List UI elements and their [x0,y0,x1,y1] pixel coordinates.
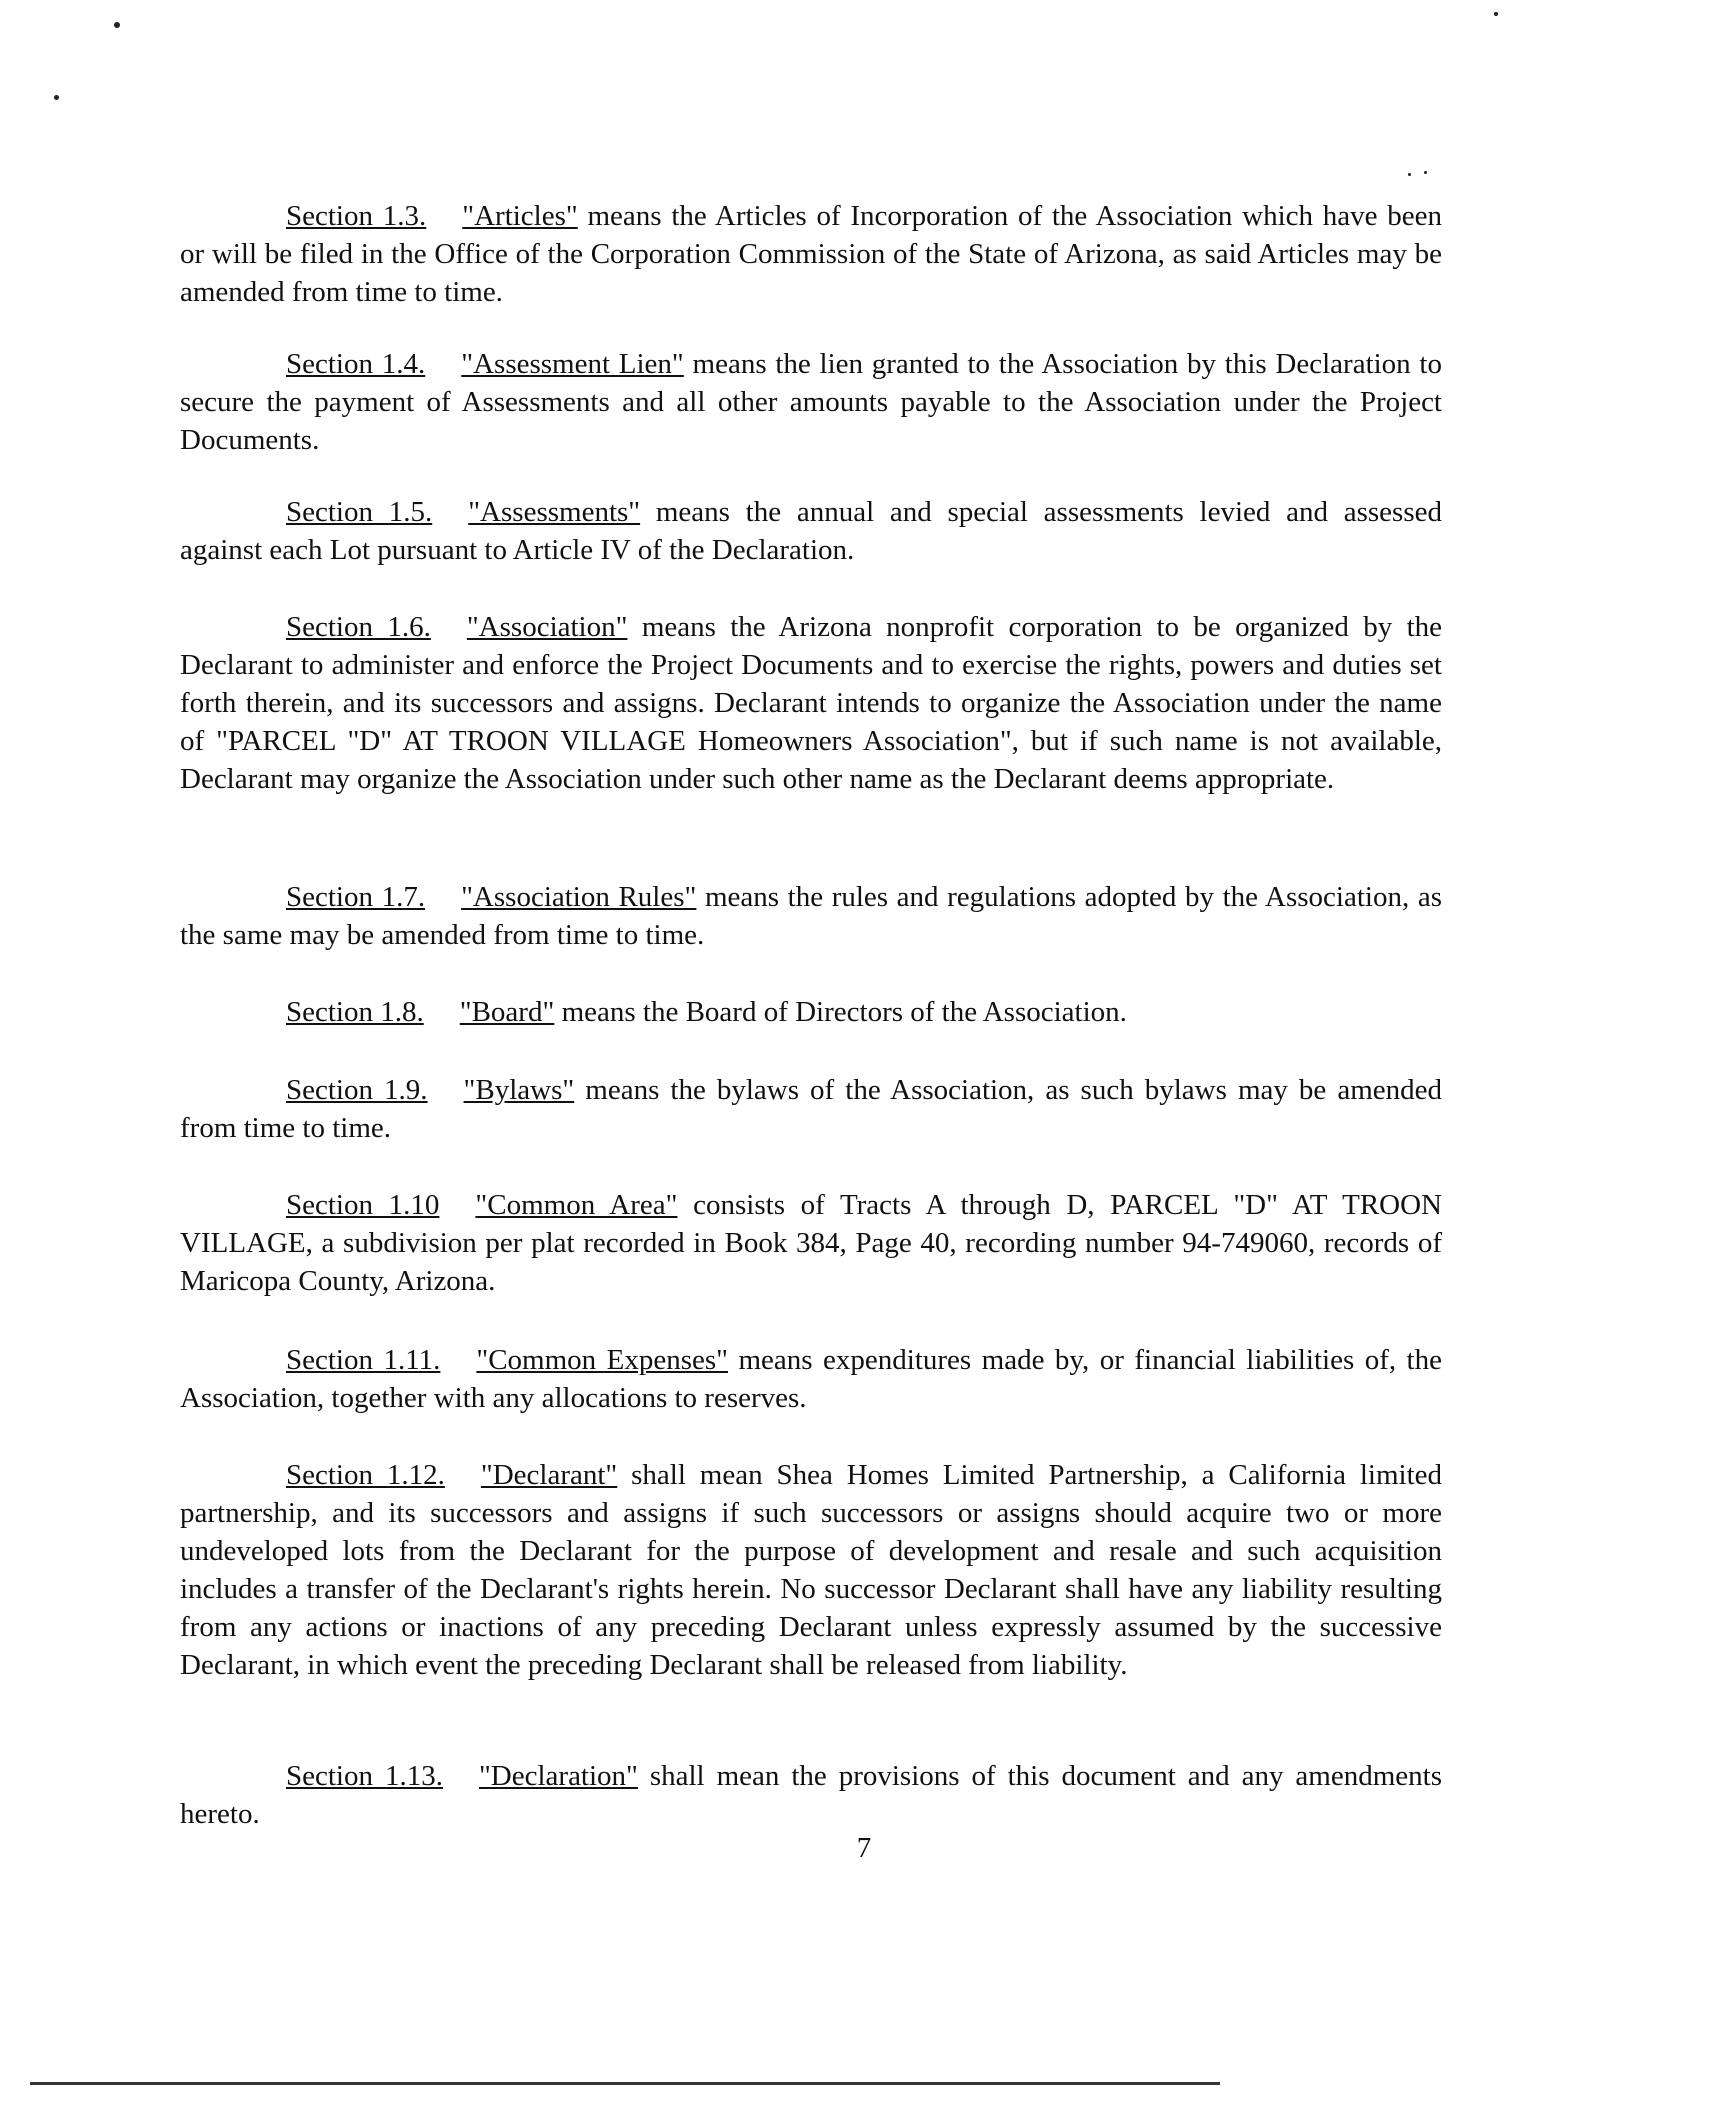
defined-term: "Articles" [462,200,578,232]
defined-term: "Association Rules" [461,881,697,913]
section-text: means the Arizona nonprofit corporation to be organized by the Declarant to administer and enforce the Project Documents and to exercise the rights, powers and duties set forth therein, and its successors and assigns. Declarant intends to organize the Association under the name of "PARCEL "D" AT TROON VILLAGE Homeowners Association", but if such name is not available, Declarant may organize the Association under such other name as the Declarant deems appropriate. [180,611,1443,795]
section-number: Section 1.7. [286,881,426,913]
section-1-4 [180,345,1442,459]
section-text: shall mean the provisions of this document and any amendments hereto. [180,1760,1442,1830]
defined-term: "Declarant" [480,1459,618,1491]
defined-term: "Board" [459,996,555,1028]
section-number: Section 1.10 [286,1189,440,1221]
section-text: means the Board of Directors of the Association. [561,996,1127,1028]
section-1-13 [180,1757,1442,1833]
section-text: consists of Tracts A through D, PARCEL "D" AT TROON VILLAGE, a subdivision per plat recorded in Book 384, Page 40, recording number 94-749060, records of Maricopa County, Arizona. [180,1189,1442,1297]
section-number: Section 1.3. [286,200,427,232]
section-1-3 [180,197,1442,311]
section-number: Section 1.13. [286,1760,443,1792]
section-1-8 [180,993,1442,1031]
scan-speck [54,95,59,100]
section-number: Section 1.11. [286,1344,441,1376]
defined-term: "Declaration" [478,1760,638,1792]
section-number: Section 1.9. [286,1074,428,1106]
bottom-scan-line [30,2082,1220,2085]
section-number: Section 1.4. [286,348,426,380]
defined-term: "Bylaws" [463,1074,575,1106]
scan-speck [1494,12,1498,16]
section-number: Section 1.12. [286,1459,445,1491]
section-number: Section 1.6. [286,611,431,643]
section-1-10 [180,1186,1442,1300]
scan-speck [1424,171,1427,174]
section-1-6 [180,608,1442,798]
section-number: Section 1.5. [286,496,433,528]
section-text: means the lien granted to the Association by this Declaration to secure the payment of Assessments and all other amounts payable to the Association under the Project Documents. [180,348,1442,456]
scan-speck [1408,173,1411,176]
defined-term: "Common Expenses" [476,1344,729,1376]
section-text: means the Articles of Incorporation of the Association which have been or will be filed in the Office of the Corporation Commission of the State of Arizona, as said Articles may be amended from time to time. [180,200,1442,308]
defined-term: "Common Area" [475,1189,678,1221]
defined-term: "Assessment Lien" [461,348,684,380]
section-1-7 [180,878,1442,954]
defined-term: "Assessments" [468,496,641,528]
section-1-5 [180,493,1442,569]
defined-term: "Association" [466,611,628,643]
page-number: 7 [856,1832,872,1864]
section-1-9 [180,1071,1442,1147]
section-number: Section 1.8. [286,996,424,1028]
section-text: means expenditures made by, or financial liabilities of, the Association, together with any allocations to reserves. [180,1344,1442,1414]
section-text: means the annual and special assessments levied and assessed against each Lot pursuant to Article IV of the Declaration. [180,496,1442,566]
section-text: means the rules and regulations adopted by the Association, as the same may be amended from time to time. [180,881,1442,951]
section-1-12 [180,1456,1442,1684]
scan-speck [114,22,120,28]
section-text: shall mean Shea Homes Limited Partnership, a California limited partnership, and its successors and assigns if such successors or assigns should acquire two or more undeveloped lots from the Declarant for the purpose of development and resale and such acquisition includes a transfer of the Declarant's rights herein. No successor Declarant shall have any liability resulting from any actions or inactions of any preceding Declarant unless expressly assumed by the successive Declarant, in which event the preceding Declarant shall be released from liability. [180,1459,1442,1681]
section-text: means the bylaws of the Association, as such bylaws may be amended from time to time. [180,1074,1442,1144]
section-1-11 [180,1341,1442,1417]
